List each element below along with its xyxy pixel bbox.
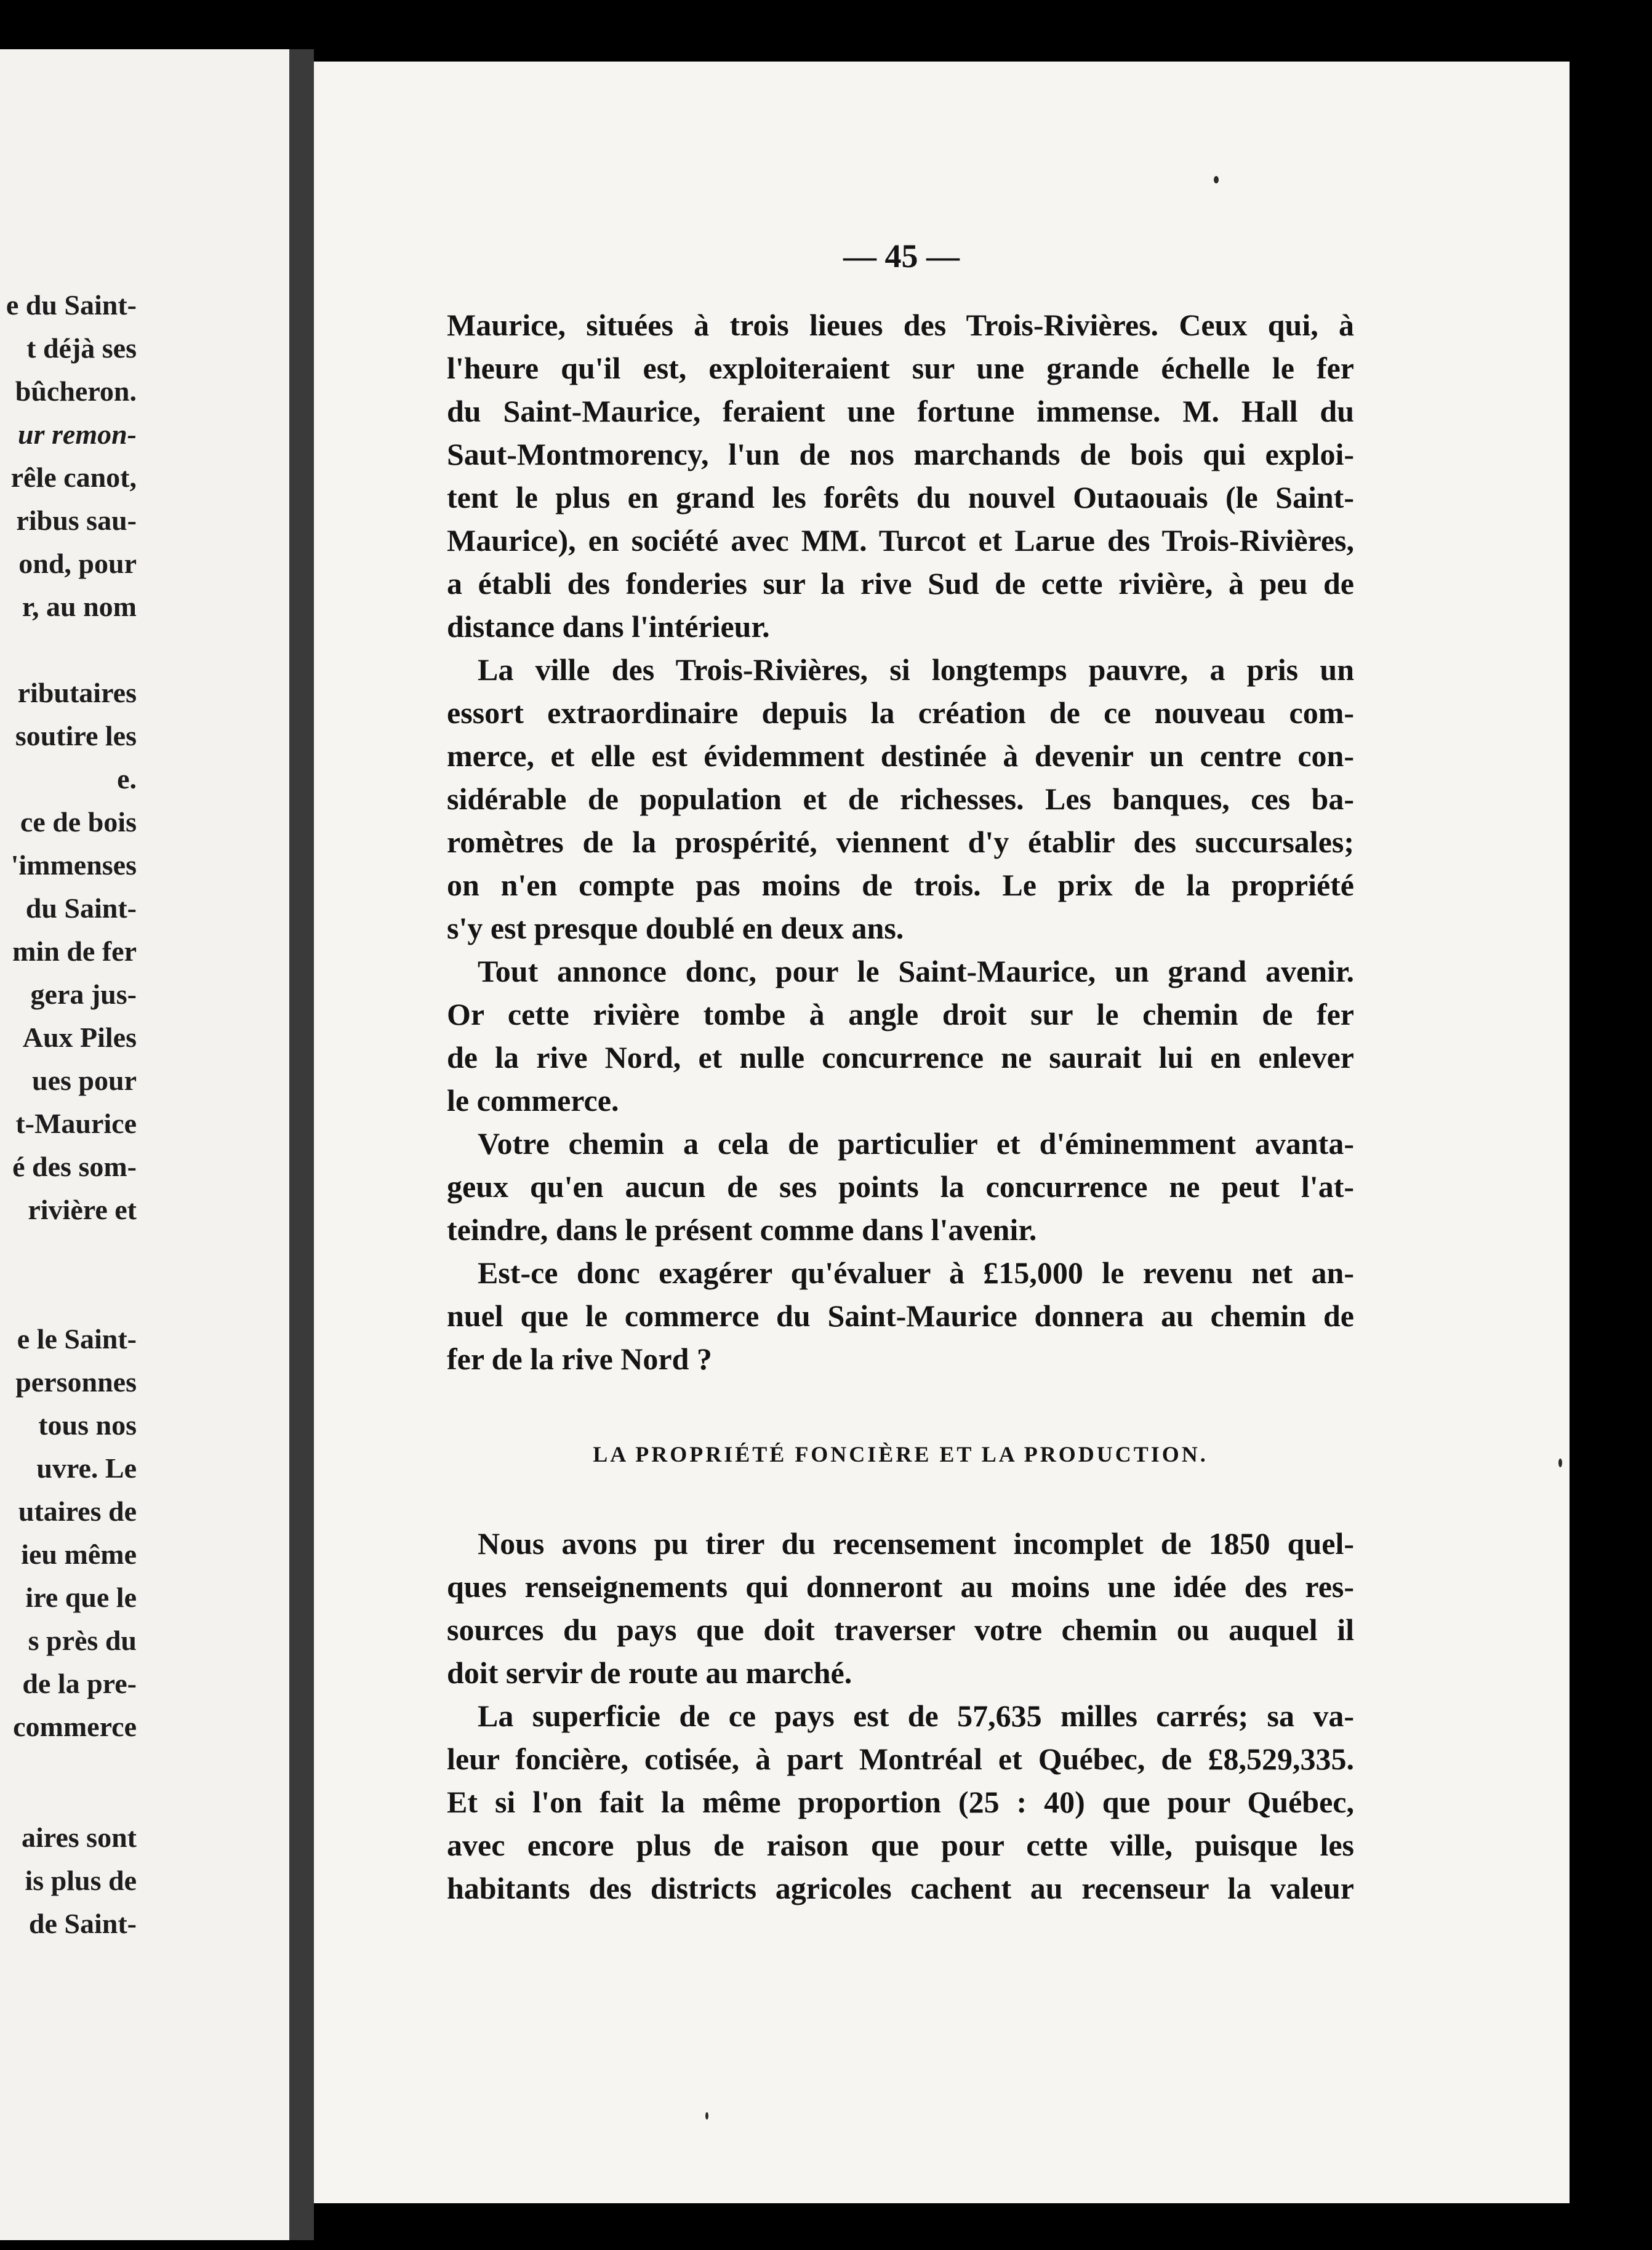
text-line: a établi des fonderies sur la rive Sud de cette rivière, à peu de [447,566,1354,601]
text-line: Et si l'on fait la même proportion (25 : 40) que pour Québec, [447,1785,1354,1819]
text-line: romètres de la prospérité, viennent d'y établir des succursales; [447,825,1354,859]
text-line: on n'en compte pas moins de trois. Le prix de la propriété [447,868,1354,902]
left-page-line: aires sont [22,1822,137,1853]
left-page-line: t déjà ses [26,332,137,364]
page-number: — 45 — [843,238,960,274]
left-page-fragment [0,49,289,2240]
text-line: sources du pays que doit traverser votre chemin ou auquel il [447,1612,1354,1647]
ink-speck [705,2112,708,2120]
left-page-line: 'immenses [10,849,137,881]
text-line: doit servir de route au marché. [447,1655,852,1690]
left-page-line: ributaires [17,677,137,708]
left-page-line: du Saint- [25,892,137,924]
text-line: distance dans l'intérieur. [447,609,770,644]
text-line: tent le plus en grand les forêts du nouvel Outaouais (le Saint- [447,480,1354,514]
left-page-line: ond, pour [18,548,137,579]
text-line: du Saint-Maurice, feraient une fortune immense. M. Hall du [447,394,1354,428]
left-page-line: de Saint- [28,1908,137,1939]
text-line: sidérable de population et de richesses. Les banques, ces ba- [447,782,1354,816]
text-line: de la rive Nord, et nulle concurrence ne saurait lui en enlever [447,1040,1354,1075]
left-page-line: uvre. Le [36,1452,137,1484]
text-line: merce, et elle est évidemment destinée à devenir un centre con- [447,739,1354,773]
text-line: Nous avons pu tirer du recensement incomplet de 1850 quel- [478,1526,1354,1561]
text-line: avec encore plus de raison que pour cette ville, puisque les [447,1828,1354,1862]
left-page-line: ues pour [32,1065,137,1096]
left-page-line: ur remon- [18,418,137,450]
left-page-line: e du Saint- [6,289,137,321]
text-line: Or cette rivière tombe à angle droit sur le chemin de fer [447,997,1354,1031]
text-line: s'y est presque doublé en deux ans. [447,911,904,945]
left-page-line: utaires de [18,1495,137,1527]
left-page-line: rivière et [28,1194,137,1225]
left-page-line: rêle canot, [10,462,137,493]
text-line: Est-ce donc exagérer qu'évaluer à £15,000 le revenu net an- [478,1255,1354,1290]
text-line: l'heure qu'il est, exploiteraient sur une grande échelle le fer [447,351,1354,385]
text-line: fer de la rive Nord ? [447,1342,712,1376]
text-line: nuel que le commerce du Saint-Maurice donnera au chemin de [447,1299,1354,1333]
text-line: essort extraordinaire depuis la création de ce nouveau com- [447,695,1354,730]
text-line: le commerce. [447,1083,619,1118]
left-page-line: s près du [28,1625,137,1656]
text-line: Votre chemin a cela de particulier et d'éminemment avanta- [478,1126,1354,1161]
left-page-line: é des som- [12,1151,137,1182]
left-page-line: tous nos [38,1409,137,1441]
left-page-line: ribus sau- [16,505,137,536]
text-line: Maurice), en société avec MM. Turcot et Larue des Trois-Rivières, [447,523,1354,558]
left-page-line: e le Saint- [17,1323,137,1355]
left-page-line: gera jus- [30,979,137,1010]
ink-speck [1558,1459,1562,1467]
text-line: habitants des districts agricoles cachent au recenseur la valeur [447,1871,1354,1905]
left-page-line: de la pre- [22,1668,137,1699]
left-page-line: personnes [15,1366,137,1398]
ink-speck [1214,176,1219,183]
left-page-line: t-Maurice [15,1108,137,1139]
text-line: Saut-Montmorency, l'un de nos marchands de bois qui exploi- [447,437,1354,471]
left-page-line: ce de bois [20,806,137,838]
text-line: leur foncière, cotisée, à part Montréal et Québec, de £8,529,335. [447,1742,1354,1776]
left-page-line: Aux Piles [22,1022,137,1053]
text-line: Tout annonce donc, pour le Saint-Maurice, un grand avenir. [478,954,1354,988]
left-page-line: ire que le [25,1582,137,1613]
left-page-line: is plus de [25,1865,137,1896]
text-line: geux qu'en aucun de ses points la concurrence ne peut l'at- [447,1169,1354,1204]
section-heading: LA PROPRIÉTÉ FONCIÈRE ET LA PRODUCTION. [593,1442,1208,1467]
left-page-line: min de fer [12,935,137,967]
text-line: ques renseignements qui donneront au moins une idée des res- [447,1569,1354,1604]
left-page-line: r, au nom [22,591,137,622]
text-line: La superficie de ce pays est de 57,635 milles carrés; sa va- [478,1699,1354,1733]
left-page-line: ieu même [21,1539,137,1570]
left-page-line: soutire les [15,720,137,751]
text-line: La ville des Trois-Rivières, si longtemps pauvre, a pris un [478,652,1354,687]
left-page-line: commerce [13,1711,137,1742]
book-gutter [289,49,314,2240]
text-line: Maurice, situées à trois lieues des Trois-Rivières. Ceux qui, à [447,308,1354,342]
left-page-line: e. [117,763,137,795]
text-line: teindre, dans le présent comme dans l'avenir. [447,1212,1037,1247]
left-page-line: bûcheron. [15,375,137,407]
